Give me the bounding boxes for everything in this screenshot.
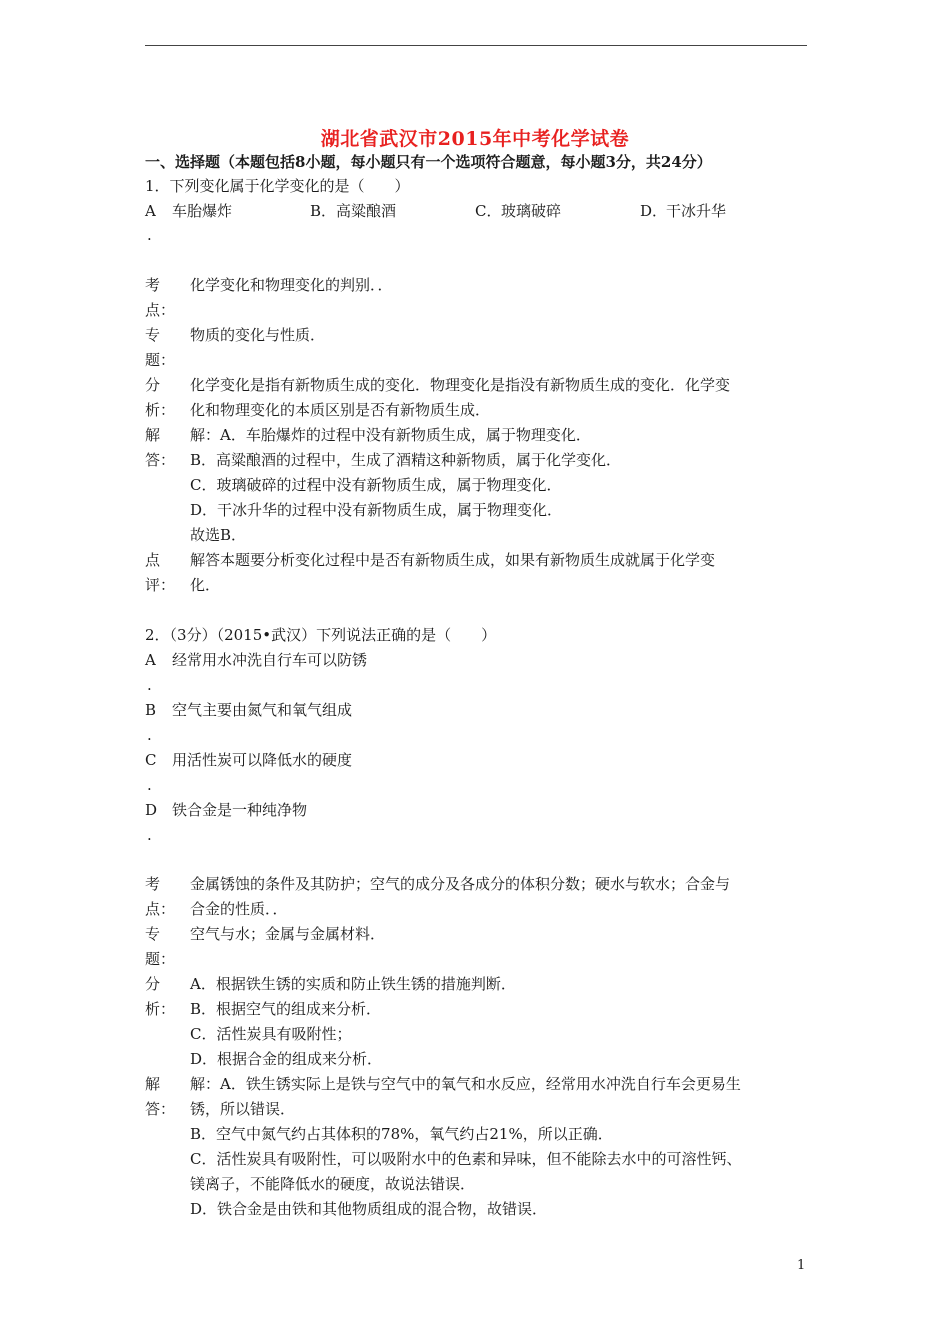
q1-dianping-line-1: 解答本题要分析变化过程中是否有新物质生成，如果有新物质生成就属于化学变 xyxy=(190,551,716,569)
q1-jieda-line-2: B．高粱酿酒的过程中，生成了酒精这种新物质，属于化学变化． xyxy=(190,451,622,469)
q2-kaodian-label-1: 考 xyxy=(145,875,161,893)
q1-dianping-label-1: 点 xyxy=(145,551,161,569)
q1-fenxi-line-2: 化和物理变化的本质区别是否有新物质生成． xyxy=(190,401,491,419)
q2-option-b-dot: . xyxy=(147,726,152,744)
q1-jieda-label-2: 答： xyxy=(145,451,176,469)
q2-option-b-text: 空气主要由氮气和氧气组成 xyxy=(172,701,353,719)
q2-jieda-line-1: 解：A．铁生锈实际上是铁与空气中的氧气和水反应，经常用水冲洗自行车会更易生 xyxy=(190,1075,741,1093)
header-rule xyxy=(145,45,807,46)
q1-jieda-line-5: 故选B． xyxy=(190,526,247,544)
q1-fenxi-label-2: 析： xyxy=(145,401,176,419)
q2-jieda-line-3: B．空气中氮气约占其体积的78%，氧气约占21%，所以正确． xyxy=(190,1125,613,1143)
q2-option-c-text: 用活性炭可以降低水的硬度 xyxy=(172,751,353,769)
q2-zhuanti-text: 空气与水；金属与金属材料． xyxy=(190,925,386,943)
q1-option-d-letter: D． xyxy=(640,202,668,220)
q1-option-c-text: 玻璃破碎 xyxy=(501,202,562,220)
q1-option-dot: . xyxy=(147,226,152,244)
page-title: 湖北省武汉市2015年中考化学试卷 xyxy=(320,128,630,150)
q1-option-a-text: 车胎爆炸 xyxy=(172,202,233,220)
q2-option-d-dot: . xyxy=(147,826,152,844)
section-heading: 一、选择题（本题包括8小题，每小题只有一个选项符合题意，每小题3分，共24分） xyxy=(145,153,712,171)
q2-jieda-label-2: 答： xyxy=(145,1100,176,1118)
q1-dianping-label-2: 评： xyxy=(145,576,176,594)
q1-zhuanti-text: 物质的变化与性质． xyxy=(190,326,326,344)
q2-kaodian-line-2: 合金的性质．． xyxy=(190,900,288,918)
q1-kaodian-label-2: 点： xyxy=(145,301,176,319)
q1-option-c-letter: C． xyxy=(475,202,502,220)
q1-option-b-text: 高粱酿酒 xyxy=(336,202,397,220)
q2-jieda-line-6: D．铁合金是由铁和其他物质组成的混合物，故错误． xyxy=(190,1200,548,1218)
q2-zhuanti-label-2: 题： xyxy=(145,950,176,968)
q2-fenxi-label-1: 分 xyxy=(145,975,161,993)
q2-option-a-dot: . xyxy=(147,676,152,694)
q1-zhuanti-label-1: 专 xyxy=(145,326,161,344)
q2-jieda-line-5: 镁离子，不能降低水的硬度，故说法错误． xyxy=(190,1175,476,1193)
q1-jieda-line-1: 解：A．车胎爆炸的过程中没有新物质生成，属于物理变化． xyxy=(190,426,591,444)
q1-dianping-line-2: 化． xyxy=(190,576,221,594)
q1-zhuanti-label-2: 题： xyxy=(145,351,176,369)
q1-fenxi-line-1: 化学变化是指有新物质生成的变化．物理变化是指没有新物质生成的变化．化学变 xyxy=(190,376,731,394)
q2-fenxi-line-2: B．根据空气的组成来分析． xyxy=(190,1000,382,1018)
q2-fenxi-line-3: C．活性炭具有吸附性； xyxy=(190,1025,352,1043)
q2-option-b-letter: B xyxy=(145,701,157,719)
q1-kaodian-label-1: 考 xyxy=(145,276,161,294)
q2-stem: 2．（3分）（2015•武汉）下列说法正确的是（ ） xyxy=(145,626,497,644)
q1-jieda-line-3: C．玻璃破碎的过程中没有新物质生成，属于物理变化． xyxy=(190,476,562,494)
q2-option-c-dot: . xyxy=(147,776,152,794)
q2-jieda-line-2: 锈，所以错误． xyxy=(190,1100,296,1118)
q1-kaodian-text: 化学变化和物理变化的判别．． xyxy=(190,276,393,294)
q2-option-a-text: 经常用水冲洗自行车可以防锈 xyxy=(172,651,368,669)
q2-jieda-line-4: C．活性炭具有吸附性，可以吸附水中的色素和异味，但不能除去水中的可溶性钙、 xyxy=(190,1150,742,1168)
page-number: 1 xyxy=(797,1258,806,1273)
q1-fenxi-label-1: 分 xyxy=(145,376,161,394)
q2-fenxi-line-1: A．根据铁生锈的实质和防止铁生锈的措施判断． xyxy=(190,975,516,993)
q1-jieda-label-1: 解 xyxy=(145,426,161,444)
q2-zhuanti-label-1: 专 xyxy=(145,925,161,943)
q2-option-d-letter: D xyxy=(145,801,158,819)
q1-option-d-text: 干冰升华 xyxy=(666,202,727,220)
q2-option-a-letter: A xyxy=(145,651,156,669)
q1-option-b-letter: B． xyxy=(310,202,337,220)
q1-option-a-letter: A xyxy=(145,202,156,220)
q2-jieda-label-1: 解 xyxy=(145,1075,161,1093)
q2-kaodian-line-1: 金属锈蚀的条件及其防护；空气的成分及各成分的体积分数；硬水与软水；合金与 xyxy=(190,875,731,893)
q1-stem: 1．下列变化属于化学变化的是（ ） xyxy=(145,177,410,195)
q2-fenxi-line-4: D．根据合金的组成来分析． xyxy=(190,1050,383,1068)
q2-fenxi-label-2: 析： xyxy=(145,1000,176,1018)
q1-jieda-line-4: D．干冰升华的过程中没有新物质生成，属于物理变化． xyxy=(190,501,563,519)
q2-option-d-text: 铁合金是一种纯净物 xyxy=(172,801,308,819)
q2-kaodian-label-2: 点： xyxy=(145,900,176,918)
q2-option-c-letter: C xyxy=(145,751,157,769)
